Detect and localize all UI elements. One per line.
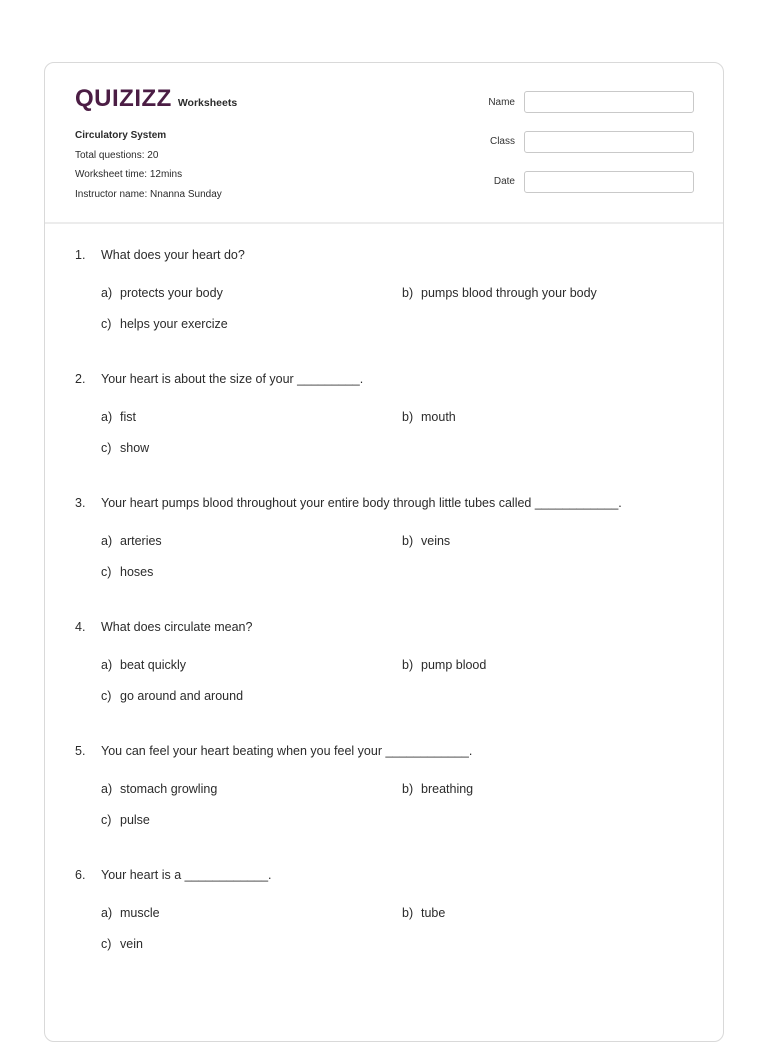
name-label: Name <box>488 97 515 108</box>
answer-option[interactable] <box>101 317 228 331</box>
question-number: 3. <box>75 496 86 510</box>
option-text: pulse <box>120 813 150 827</box>
option-text: vein <box>120 937 143 951</box>
answer-option[interactable] <box>101 689 243 703</box>
question-number: 5. <box>75 744 86 758</box>
answer-option[interactable] <box>402 782 473 796</box>
option-text: beat quickly <box>120 658 187 672</box>
answer-option[interactable] <box>101 782 217 796</box>
answer-option[interactable] <box>101 565 153 579</box>
date-field[interactable] <box>524 171 694 193</box>
option-letter: b) <box>402 410 414 424</box>
option-text: helps your exercize <box>120 317 228 331</box>
logo-subtitle: Worksheets <box>177 97 238 109</box>
option-letter: a) <box>101 410 113 424</box>
answer-option[interactable] <box>101 937 143 951</box>
option-text: go around and around <box>120 689 244 703</box>
option-letter: c) <box>101 441 112 455</box>
question-text <box>75 372 363 386</box>
option-letter: a) <box>101 534 113 548</box>
option-letter: b) <box>402 286 414 300</box>
instructor-name: Instructor name: Nnanna Sunday <box>75 188 222 200</box>
answer-option[interactable] <box>101 658 186 672</box>
option-text: tube <box>421 906 446 920</box>
answer-option[interactable] <box>402 658 486 672</box>
total-questions: Total questions: 20 <box>75 149 159 161</box>
class-label: Class <box>489 136 515 147</box>
option-letter: a) <box>101 286 113 300</box>
header-divider <box>45 222 723 224</box>
option-text: protects your body <box>120 286 223 300</box>
option-letter: c) <box>101 937 112 951</box>
question-prompt: You can feel your heart beating when you feel your ____________. <box>101 744 473 758</box>
question-text <box>75 868 272 882</box>
answer-option[interactable] <box>101 534 162 548</box>
option-text: arteries <box>120 534 162 548</box>
logo-wordmark: QUIZIZZ <box>75 85 172 112</box>
option-letter: a) <box>101 658 113 672</box>
option-text: hoses <box>120 565 154 579</box>
option-text: show <box>120 441 150 455</box>
quizizz-logo <box>75 85 237 113</box>
option-text: veins <box>421 534 451 548</box>
question-number: 1. <box>75 248 86 262</box>
option-letter: a) <box>101 906 113 920</box>
question-prompt: Your heart is about the size of your _________. <box>101 372 364 386</box>
question-prompt: What does your heart do? <box>101 248 245 262</box>
question-text <box>75 248 245 262</box>
option-text: stomach growling <box>120 782 218 796</box>
option-letter: b) <box>402 782 414 796</box>
answer-option[interactable] <box>402 286 597 300</box>
answer-option[interactable] <box>101 441 149 455</box>
question-number: 6. <box>75 868 86 882</box>
worksheet-card <box>44 62 724 1042</box>
answer-option[interactable] <box>101 813 150 827</box>
option-letter: b) <box>402 534 414 548</box>
class-field[interactable] <box>524 131 694 153</box>
option-letter: c) <box>101 813 112 827</box>
worksheet-title: Circulatory System <box>75 130 167 141</box>
option-text: pumps blood through your body <box>421 286 597 300</box>
worksheet-header <box>45 63 723 223</box>
question-number: 2. <box>75 372 86 386</box>
option-letter: b) <box>402 906 414 920</box>
worksheet-meta <box>75 126 222 204</box>
option-text: breathing <box>421 782 474 796</box>
question-text <box>75 496 622 510</box>
option-letter: c) <box>101 317 112 331</box>
answer-option[interactable] <box>101 410 136 424</box>
option-letter: b) <box>402 658 414 672</box>
answer-option[interactable] <box>402 906 445 920</box>
question-number: 4. <box>75 620 86 634</box>
option-text: muscle <box>120 906 160 920</box>
name-field[interactable] <box>524 91 694 113</box>
option-text: fist <box>120 410 136 424</box>
question-text <box>75 620 252 634</box>
question-prompt: Your heart is a ____________. <box>101 868 272 882</box>
question-prompt: What does circulate mean? <box>101 620 253 634</box>
answer-option[interactable] <box>101 906 160 920</box>
option-letter: c) <box>101 565 112 579</box>
option-text: mouth <box>421 410 456 424</box>
question-prompt: Your heart pumps blood throughout your entire body through little tubes called ____________. <box>101 496 622 510</box>
answer-option[interactable] <box>402 410 456 424</box>
worksheet-time: Worksheet time: 12mins <box>75 169 183 180</box>
answer-option[interactable] <box>101 286 223 300</box>
date-label: Date <box>493 176 515 187</box>
answer-option[interactable] <box>402 534 450 548</box>
question-text <box>75 744 472 758</box>
option-letter: a) <box>101 782 113 796</box>
option-text: pump blood <box>421 658 487 672</box>
option-letter: c) <box>101 689 112 703</box>
